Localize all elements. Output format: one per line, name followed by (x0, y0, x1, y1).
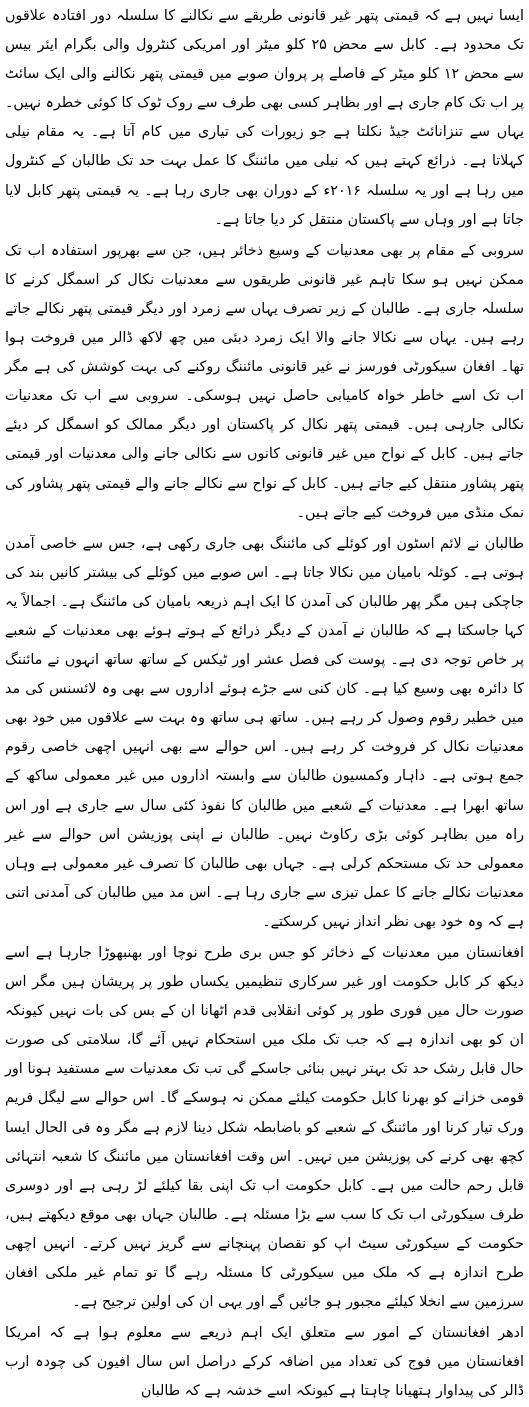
article-paragraph-2: سروبی کے مقام پر بھی معدنیات کے وسیع ذخائر ہیں، جن سے بھرپور استفادہ اب تک ممکن نہیں ہو سکا تاہم غیر قانونی طریقوں سے معدنیات نکال کر اسمگل کرنے کا سلسلہ جاری ہے۔ طالبان کے زیر تصرف یہاں سے زمرد اور دیگر قیمتی پتھر نکالے جاتے رہے ہیں۔ یہاں سے نکالا جانے والا ایک زمرد دبئی میں چھ لاکھ ڈالر میں فروخت ہوا تھا۔ افغان سیکورٹی فورسز نے غیر قانونی مائننگ روکنے کی بہت کوشش کی ہے مگر اب تک اسے خاطر خواہ کامیابی حاصل نہیں ہوسکی۔ سروبی سے اب تک معدنیات نکالی جارہی ہیں۔ قیمتی پتھر نکال کر پاکستان اور دیگر ممالک کو اسمگل کر دیئے جاتے ہیں۔ کابل کے نواح میں غیر قانونی کانوں سے نکالی جانے والی معدنیات اور قیمتی پتھر پشاور منتقل کیے جاتے ہیں۔ کابل کے نواح سے نکالے جانے والے قیمتی پتھر پشاور کی نمک منڈی میں فروخت کیے جاتے ہیں۔ (5, 242, 524, 521)
article-paragraph-3: طالبان نے لائم اسٹون اور کوئلے کی مائننگ بھی جاری رکھی ہے، جس سے خاصی آمدن ہوتی ہے۔ کوئلہ بامیان میں نکالا جاتا ہے۔ اس صوبے میں کوئلے کی بیشتر کانیں بند کی جاچکی ہیں مگر پھر طالبان کی آمدن کا ایک اہم ذریعہ بامیان کی مائننگ ہے۔ اجمالاً یہ کہا جاسکتا ہے کہ طالبان نے آمدن کے دیگر ذرائع کے ہوتے ہوئے بھی معدنیات کے شعبے پر خاص توجہ دی ہے۔ پوست کی فصل عشر اور ٹیکس کے ساتھ ساتھ انہوں نے مائننگ کا دائرہ بھی وسیع کیا ہے۔ کان کنی سے جڑے ہوئے اداروں سے بھی وہ لائسنس کی مد میں خطیر رقوم وصول کر رہے ہیں۔ ساتھ ہی ساتھ وہ بہت سے علاقوں میں خود بھی معدنیات نکال کر فروخت کر رہے ہیں۔ اس حوالے سے بھی انہیں اچھی خاصی رقوم جمع ہوتی ہے۔ داہار وکمسیون طالبان سے وابستہ اداروں میں غیر معمولی ساکھ کے ساتھ ابھرا ہے۔ معدنیات کے شعبے میں طالبان کا نفوذ کئی سال سے جاری ہے اور اس راہ میں بظاہر کوئی بڑی رکاوٹ نہیں۔ طالبان نے اپنی پوزیشن اس حوالے سے غیر معمولی حد تک مستحکم کرلی ہے۔ جہاں بھی طالبان کا تصرف غیر معمولی ہے وہاں معدنیات نکالے جانے کا عمل تیزی سے جاری رہا ہے۔ اس مد میں طالبان کی آمدنی اتنی ہے کہ وہ خود بھی نظر انداز نہیں کرسکتے۔ (5, 535, 524, 930)
article-paragraph-4: افغانستان میں معدنیات کے ذخائر کو جس بری طرح نوچا اور بھنبھوڑا جارہا ہے اسے دیکھ کر کابل حکومت اور غیر سرکاری تنظیمیں یکساں طور پر پریشان ہیں مگر اس صورت حال میں فوری طور پر کوئی انقلابی قدم اٹھانا ان کے بس کی بات نہیں کیونکہ ان کو بھی اندازہ ہے کہ جب تک ملک میں استحکام نہیں آئے گا، سلامتی کی صورت حال قابل رشک حد تک بہتر نہیں بنائی جاسکے گی تب تک معدنیات سے مستفید ہونا اور قومی خزانے کو بھرنا کابل حکومت کیلئے ممکن نہ ہوسکے گا۔ اس حوالے سے لیگل فریم ورک تیار کرنا اور مائننگ کے شعبے کو باضابطہ شکل دینا لازم ہے مگر وہ فی الحال ایسا کچھ بھی کرنے کی پوزیشن میں نہیں۔ اس وقت افغانستان میں مائننگ کا شعبہ انتہائی قابل رحم حالت میں ہے۔ کابل حکومت اب تک اپنی بقا کیلئے لڑ رہی ہے اور دوسری طرف سیکورٹی اب تک کا سب سے بڑا مسئلہ ہے۔ طالبان جہاں بھی موقع دیکھتے ہیں، حکومت کے سیکورٹی سیٹ اپ کو نقصان پہنچانے سے گریز نہیں کرتے۔ انہیں اچھی طرح اندازہ ہے کہ ملک میں سیکورٹی کا مسئلہ رہے گا تو تمام غیر ملکی افغان سرزمین سے انخلا کیلئے مجبور ہو جائیں گے اور یہی ان کی اولین ترجیح ہے۔ (5, 945, 524, 1311)
article-paragraph-5: ادھر افغانستان کے امور سے متعلق ایک اہم ذریعے سے معلوم ہوا ہے کہ امریکا افغانستان میں فوج کی تعداد میں اضافہ کرکے دراصل اس سال افیون کی چودہ ارب ڈالر کی پیداوار ہتھیانا چاہتا ہے کیونکہ اسے خدشہ ہے کہ طالبان (5, 1325, 524, 1400)
article-paragraph-1: ایسا نہیں ہے کہ قیمتی پتھر غیر قانونی طریقے سے نکالنے کا سلسلہ دور افتادہ علاقوں تک محدود ہے۔ کابل سے محض ۲۵ کلو میٹر اور امریکی کنٹرول والی بگرام ایئر بیس سے محض ۱۲ کلو میٹر کے فاصلے پر پروان صوبے میں قیمتی پتھر نکالنے والی ایک سائٹ پر اب تک کام جاری ہے اور بظاہر کسی بھی طرف سے روک ٹوک کا کوئی خطرہ نہیں۔ یہاں سے تنزانائٹ جیڈ نکلتا ہے جو زیورات کی تیاری میں کام آتا ہے۔ یہ مقام نیلی کہلاتا ہے۔ ذرائع کہتے ہیں کہ نیلی میں مائننگ کا عمل بہت حد تک طالبان کے کنٹرول میں رہا ہے اور یہ سلسلہ ۲۰۱۶ء کے دوران بھی جاری رہا ہے۔ یہ قیمتی پتھر کابل لایا جاتا ہے اور وہاں سے پاکستان منتقل کر دیا جاتا ہے۔ (5, 8, 524, 228)
